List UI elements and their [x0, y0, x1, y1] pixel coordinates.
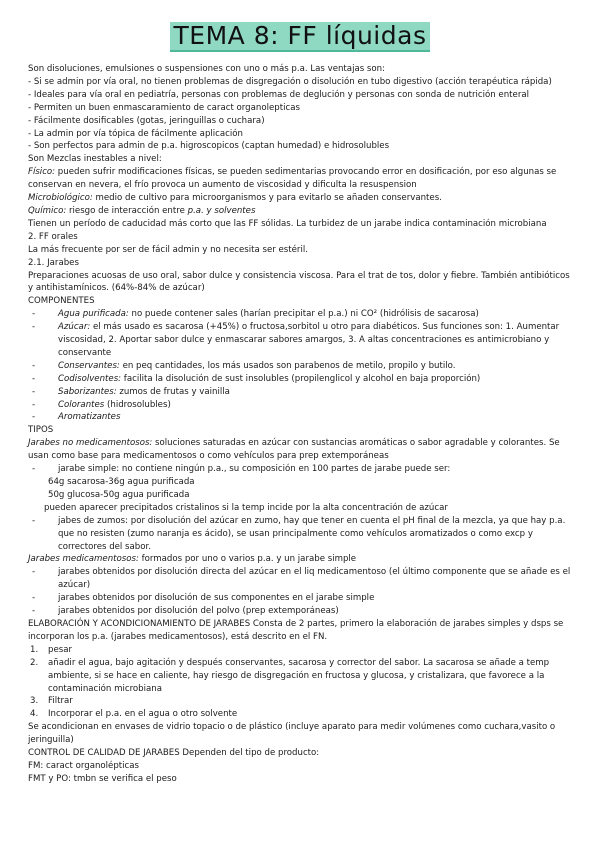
step-number: 4.: [30, 709, 39, 720]
list-item: - Colorantes (hidrosolubles): [32, 399, 171, 410]
ventaja-item: - Son perfectos para admin de p.a. higroscopicos (captan humedad) e hidrosolubles: [28, 141, 390, 152]
med-label: Jarabes medicamentosos:: [28, 554, 139, 565]
list-item: - Azúcar: el más usado es sacarosa (+45%) o fructosa,sorbitol u otro para diabéticos. Sus funciones son: 1. Aumentar viscosidad, 2. Aportar sabor dulce y enmascarar sabores amargos, 3. A altas concentraciones es antimicrobiano y conservante: [32, 322, 560, 358]
list-item: - jabes de zumos: por disolución del azúcar en zumo, hay que tener en cuenta el pH final de la mezcla, ya que hay p.a. que no resisten (zumo naranja es ácido), se usan principalmente como vehículos aromatizados o como excp y correctores del sabor.: [32, 515, 566, 552]
elaboracion-text: Consta de 2 partes, primero la elaboración de jarabes simples y dsps se incorporan los p.a. (jarabes medicamentosos), está descrito en el FN.: [28, 618, 564, 642]
no-med-text: soluciones saturadas en azúcar con sustancias aromáticas o sabor agradable y colorantes. Se usan como base para medicamentosos o como vehículos para prep extemporáneas: [28, 438, 560, 462]
control-text: Dependen del tipo de producto:: [179, 748, 320, 759]
item-text: facilita la disolución de sust insolubles (propilenglicol y alcohol en baja proporción): [121, 373, 481, 384]
page-title: TEMA 8: FF líquidas: [170, 22, 431, 52]
document-body: [28, 63, 576, 786]
step-item: [28, 644, 576, 657]
control-heading: CONTROL DE CALIDAD DE JARABES: [28, 748, 180, 759]
item-label: Saborizantes:: [58, 386, 117, 397]
intro-paragraph: Son disoluciones, emulsiones o suspensiones con uno o más p.a. Las ventajas son:: [28, 64, 386, 74]
step-number: 1.: [30, 644, 39, 655]
section-text: La más frecuente por ser de fácil admin y no necesita ser estéril.: [28, 244, 308, 255]
item-text: no puede contener sales (harían precipitar el p.a.) ni CO² (hidrólisis de sacarosa): [128, 309, 479, 320]
step-number: 2.: [30, 657, 39, 668]
item-text: jarabes obtenidos por disolución del polvo (prep extemporáneas): [58, 606, 339, 617]
envases-paragraph: Se acondicionan en envases de vidrio topacio o de plástico (incluye aparato para medir volúmenes como cuchara,vasito o jeringuilla): [28, 722, 556, 746]
jarabes-paragraph: Preparaciones acuosas de uso oral, sabor dulce y consistencia viscosa. Para el trat de tos, dolor y fiebre. También antibióticos y antihistamínicos. (64%-84% de azúcar): [28, 270, 570, 294]
note-line: pueden aparecer precipitados cristalinos si la temp incide por la alta concentración de azúcar: [44, 502, 448, 513]
elaboracion-heading: ELABORACIÓN Y ACONDICIONAMIENTO DE JARABES: [28, 618, 251, 629]
item-label: Codisolventes:: [58, 373, 122, 384]
item-label: Conservantes:: [58, 360, 120, 371]
caducidad-paragraph: Tienen un período de caducidad más corto que las FF sólidas. La turbidez de un jarabe indica contaminación microbiana: [28, 218, 547, 229]
title-block: [0, 22, 600, 52]
no-med-label: Jarabes no medicamentosos:: [28, 438, 153, 449]
no-med-paragraph: [28, 437, 576, 463]
fisico-text: pueden sufrir modificaciones físicas, se pueden sedimentarias provocando error en dosificación, por eso algunas se conservan en nevera, el frío provoca un aumento de viscosidad y dificulta la resuspension: [28, 167, 557, 191]
fmt-line: FMT y PO: tmbn se verifica el peso: [28, 773, 177, 784]
item-text: jarabes obtenidos por disolución de sus componentes en el jarabe simple: [58, 593, 375, 604]
quimico-em: p.a. y solventes: [187, 205, 256, 216]
ventaja-item: - Fácilmente dosificables (gotas, jeringuillas o cuchara): [28, 115, 265, 126]
list-item: - Agua purificada: no puede contener sales (harían precipitar el p.a.) ni CO² (hidrólisis de sacarosa): [32, 309, 479, 320]
item-text: en peq cantidades, los más usados son parabenos de metilo, propilo y butilo.: [119, 360, 456, 371]
micro-paragraph: [28, 192, 576, 205]
item-label: Colorantes: [58, 399, 105, 410]
composition-line: 50g glucosa-50g agua purificada: [48, 489, 190, 500]
quimico-label: Químico:: [28, 205, 67, 216]
item-text: jarabe simple: no contiene ningún p.a., su composición en 100 partes de jarabe puede ser:: [58, 464, 451, 475]
list-item: - jarabes obtenidos por disolución de sus componentes en el jarabe simple: [32, 593, 375, 604]
step-number: 3.: [30, 696, 39, 707]
item-text: jabes de zumos: por disolución del azúcar en zumo, hay que tener en cuenta el pH final de la mezcla, ya que hay p.a. que no resisten (zumo naranja es ácido), se usan principalmente como vehículos aromatizados o como excp y correctores del sabor.: [58, 515, 566, 552]
componentes-list: [28, 308, 576, 424]
ventaja-item: - La admin por vía tópica de fácilmente aplicación: [28, 128, 243, 139]
ventaja-item: - Permiten un buen enmascaramiento de caract organolepticas: [28, 102, 300, 113]
ventaja-item: - Ideales para vía oral en pediatría, personas con problemas de deglución y personas con sonda de nutrición enteral: [28, 89, 530, 100]
step-text: añadir el agua, bajo agitación y después conservantes, sacarosa y corrector del sabor. La sacarosa se añade a temp ambiente, si se hace en caliente, hay riesgo de disgregación en fructosa y glucosa, y cristalizara, que favorece a la contaminación microbiana: [48, 657, 550, 694]
step-text: Filtrar: [48, 696, 73, 707]
quimico-text: riesgo de interacción entre: [66, 205, 188, 216]
list-item: - jarabe simple: no contiene ningún p.a., su composición en 100 partes de jarabe puede ser:: [32, 464, 451, 475]
item-text: zumos de frutas y vainilla: [116, 386, 230, 397]
step-text: Incorporar el p.a. en el agua o otro solvente: [48, 709, 238, 720]
item-label: Agua purificada:: [58, 309, 129, 320]
micro-label: Microbiológico:: [28, 193, 93, 204]
fisico-paragraph: [28, 166, 576, 192]
mezclas-line: Son Mezclas inestables a nivel:: [28, 154, 162, 165]
ventaja-item: - Si se admin por vía oral, no tienen problemas de disgregación o disolución en tubo digestivo (acción terapéutica rápida): [28, 76, 552, 87]
quimico-paragraph: [28, 205, 576, 218]
list-item: - jarabes obtenidos por disolución directa del azúcar en el liq medicamentoso (el último componente que se añade es el azúcar): [32, 567, 571, 591]
med-paragraph: [28, 553, 576, 566]
list-item: - Codisolventes: facilita la disolución de sust insolubles (propilenglicol y alcohol en baja proporción): [32, 373, 481, 384]
list-item: - jarabes obtenidos por disolución del polvo (prep extemporáneas): [32, 606, 339, 617]
subsection-heading: 2.1. Jarabes: [28, 257, 79, 268]
list-item: - Saborizantes: zumos de frutas y vainilla: [32, 386, 230, 397]
step-text: pesar: [48, 644, 73, 655]
item-label: Aromatizantes: [58, 412, 121, 423]
item-text: (hidrosolubles): [104, 399, 171, 410]
fm-line: FM: caract organolépticas: [28, 760, 140, 771]
fisico-label: Físico:: [28, 167, 56, 178]
list-item: - Conservantes: en peq cantidades, los más usados son parabenos de metilo, propilo y butilo.: [32, 360, 456, 371]
micro-text: medio de cultivo para microorganismos y para evitarlo se añaden conservantes.: [92, 193, 442, 204]
item-label: Azúcar:: [58, 322, 91, 333]
step-item: [28, 708, 576, 721]
section-heading: 2. FF orales: [28, 231, 78, 242]
tipos-heading: TIPOS: [28, 425, 54, 436]
list-item: - Aromatizantes: [32, 412, 121, 423]
item-text: el más usado es sacarosa (+45%) o fructosa,sorbitol u otro para diabéticos. Sus funciones son: 1. Aumentar viscosidad, 2. Aportar sabor dulce y enmascarar sabores amargos, 3. A altas concentraciones es antimicrobiano y conservante: [58, 322, 560, 358]
step-item: [28, 657, 576, 696]
step-item: [28, 695, 576, 708]
control-paragraph: [28, 747, 576, 760]
elaboracion-paragraph: [28, 618, 576, 644]
item-text: jarabes obtenidos por disolución directa del azúcar en el liq medicamentoso (el último componente que se añade es el azúcar): [58, 567, 571, 591]
composition-line: 64g sacarosa-36g agua purificada: [48, 477, 195, 487]
med-text: formados por uno o varios p.a. y un jarabe simple: [138, 554, 357, 565]
componentes-heading: COMPONENTES: [28, 296, 95, 307]
